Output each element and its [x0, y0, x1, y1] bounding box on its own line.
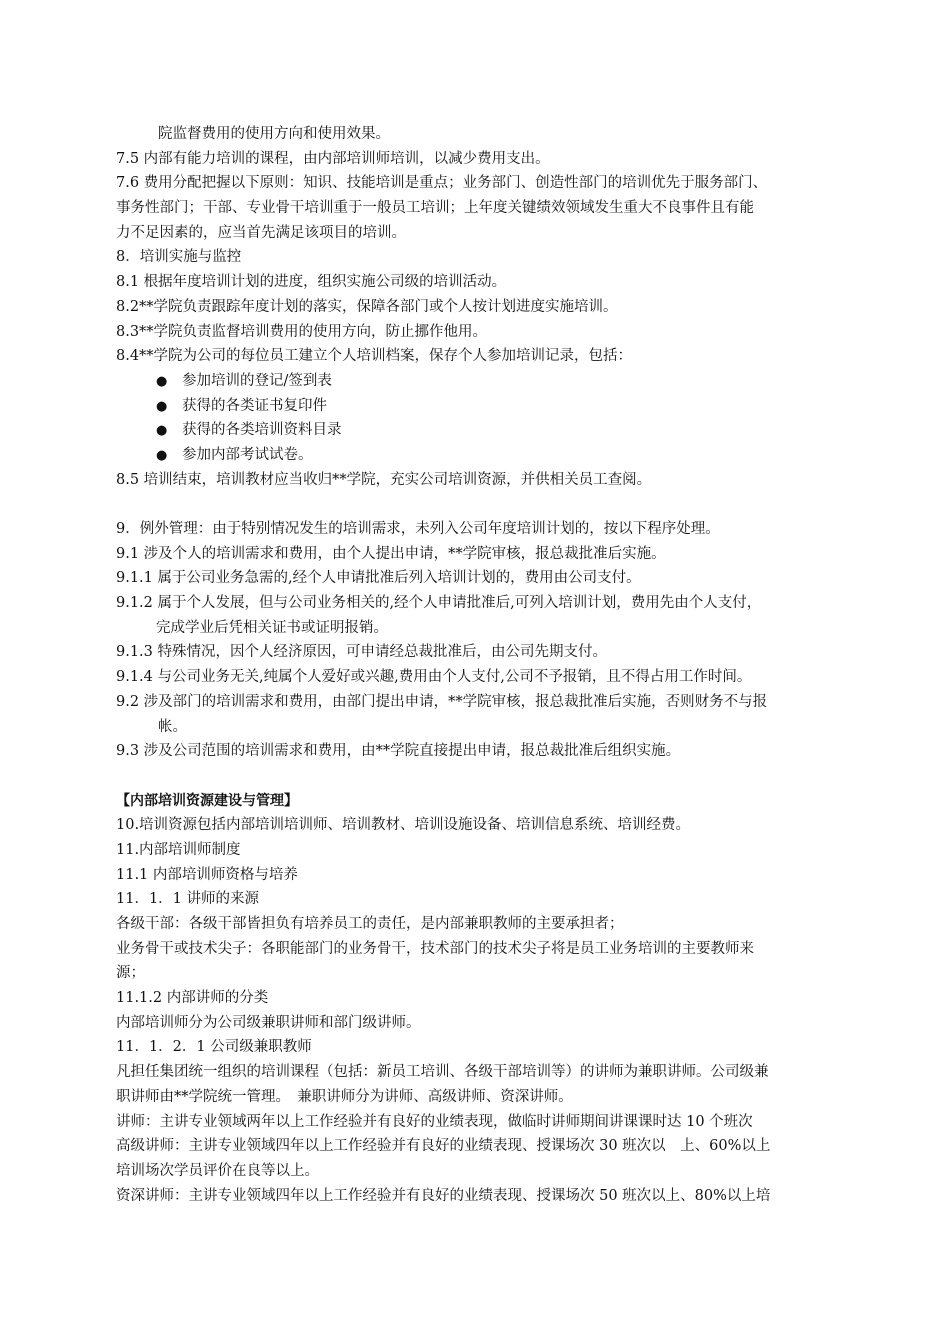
paragraph-line: 9.1.4 与公司业务无关,纯属个人爱好或兴趣,费用由个人支付,公司不予报销，且不得占用工作时间。: [116, 669, 752, 686]
bullet-text: 获得的各类证书复印件: [182, 397, 327, 414]
paragraph-line: 9．例外管理：由于特别情况发生的培训需求，未列入公司年度培训计划的，按以下程序处理。: [116, 521, 720, 537]
paragraph-line: 9.2 涉及部门的培训需求和费用，由部门提出申请，**学院审核，报总裁批准后实施，否则财务不与报: [116, 693, 768, 710]
paragraph-line: 9.1.1 属于公司业务急需的,经个人申请批准后列入培训计划的，费用由公司支付。: [116, 570, 641, 587]
bullet-dot-icon: ●: [156, 423, 168, 439]
paragraph-line: 力不足因素的，应当首先满足该项目的培训。: [116, 224, 406, 241]
paragraph-line: 资深讲师：主讲专业领域四年以上工作经验并有良好的业绩表现、授课场次 50 班次以上、80%以上培: [116, 1187, 771, 1204]
continuation-line: 院监督费用的使用方向和使用效果。: [158, 126, 390, 142]
paragraph-line: 7.6 费用分配把握以下原则：知识、技能培训是重点；业务部门、创造性部门的培训优先于服务部门、: [116, 175, 768, 192]
paragraph-line: 讲师：主讲专业领域两年以上工作经验并有良好的业绩表现，做临时讲师期间讲课课时达 10 个班次: [116, 1113, 753, 1130]
paragraph-line: 培训场次学员评价在良等以上。: [116, 1162, 319, 1179]
bullet-text: 参加内部考试试卷。: [182, 446, 313, 463]
blank-line: [116, 764, 856, 789]
bullet-text: 获得的各类培训资料目录: [182, 422, 342, 439]
bullet-text: 参加培训的登记/签到表: [182, 372, 332, 389]
paragraph-line: 8.5 培训结束，培训教材应当收归**学院，充实公司培训资源，并供相关员工查阅。: [116, 471, 652, 488]
paragraph-line: 11.内部培训师制度: [116, 841, 241, 858]
bullet-item: [116, 418, 856, 443]
bullet-item: [116, 369, 856, 394]
paragraph-line: 8.3**学院负责监督培训费用的使用方向，防止挪作他用。: [116, 323, 488, 340]
paragraph-line: 事务性部门；干部、专业骨干培训重于一般员工培训；上年度关键绩效领域发生重大不良事件且有能: [116, 200, 754, 217]
paragraph-line: 高级讲师：主讲专业领域四年以上工作经验并有良好的业绩表现、授课场次 30 班次以 上、60%以上: [116, 1138, 771, 1155]
paragraph-line: 源；: [116, 965, 145, 982]
bullet-item: [116, 443, 856, 468]
paragraph-line: 内部培训师分为公司级兼职讲师和部门级讲师。: [116, 1014, 421, 1031]
paragraph-line: 凡担任集团统一组织的培训课程（包括：新员工培训、各级干部培训等）的讲师为兼职讲师。公司级兼: [116, 1064, 769, 1081]
paragraph-line: 职讲师由**学院统一管理。 兼职讲师分为讲师、高级讲师、资深讲师。: [116, 1088, 573, 1105]
paragraph-line: 9.1 涉及个人的培训需求和费用，由个人提出申请，**学院审核，报总裁批准后实施。: [116, 545, 666, 562]
paragraph-line: 9.1.3 特殊情况，因个人经济原因，可申请经总裁批准后，由公司先期支付。: [116, 644, 608, 661]
paragraph-line: 9.1.2 属于个人发展，但与公司业务相关的,经个人申请批准后,可列入培训计划，费用先由个人支付，: [116, 595, 762, 612]
paragraph-line: 各级干部：各级干部皆担负有培养员工的责任，是内部兼职教师的主要承担者；: [116, 916, 624, 932]
paragraph-line: 8．培训实施与监控: [116, 249, 242, 266]
document-body: [116, 122, 856, 1208]
section-heading: 【内部培训资源建设与管理】: [116, 792, 298, 809]
paragraph-line: 11．1．1 讲师的来源: [116, 891, 260, 908]
paragraph-line: 8.2**学院负责跟踪年度计划的落实，保障各部门或个人按计划进度实施培训。: [116, 298, 618, 315]
paragraph-line: 9.3 涉及公司范围的培训需求和费用，由**学院直接提出申请，报总裁批准后组织实施。: [116, 743, 681, 760]
blank-line: [116, 492, 856, 517]
paragraph-line: 11.1 内部培训师资格与培养: [116, 866, 298, 883]
paragraph-line: 11．1．2．1 公司级兼职教师: [116, 1039, 312, 1056]
bullet-dot-icon: ●: [156, 398, 168, 414]
paragraph-line: 业务骨干或技术尖子：各职能部门的业务骨干，技术部门的技术尖子将是员工业务培训的主要教师来: [116, 940, 754, 957]
bullet-dot-icon: ●: [156, 373, 168, 389]
paragraph-line: 8.4**学院为公司的每位员工建立个人培训档案，保存个人参加培训记录，包括：: [116, 348, 633, 365]
paragraph-line: 8.1 根据年度培训计划的进度，组织实施公司级的培训活动。: [116, 274, 507, 291]
bullet-item: [116, 394, 856, 419]
paragraph-line: 7.5 内部有能力培训的课程，由内部培训师培训，以减少费用支出。: [116, 150, 550, 167]
bullet-dot-icon: ●: [156, 447, 168, 463]
paragraph-line: 11.1.2 内部讲师的分类: [116, 990, 269, 1007]
paragraph-line: 10.培训资源包括内部培训培训师、培训教材、培训设施设备、培训信息系统、培训经费。: [116, 817, 691, 834]
continuation-line: 完成学业后凭相关证书或证明报销。: [156, 619, 388, 636]
continuation-line: 帐。: [158, 718, 187, 735]
